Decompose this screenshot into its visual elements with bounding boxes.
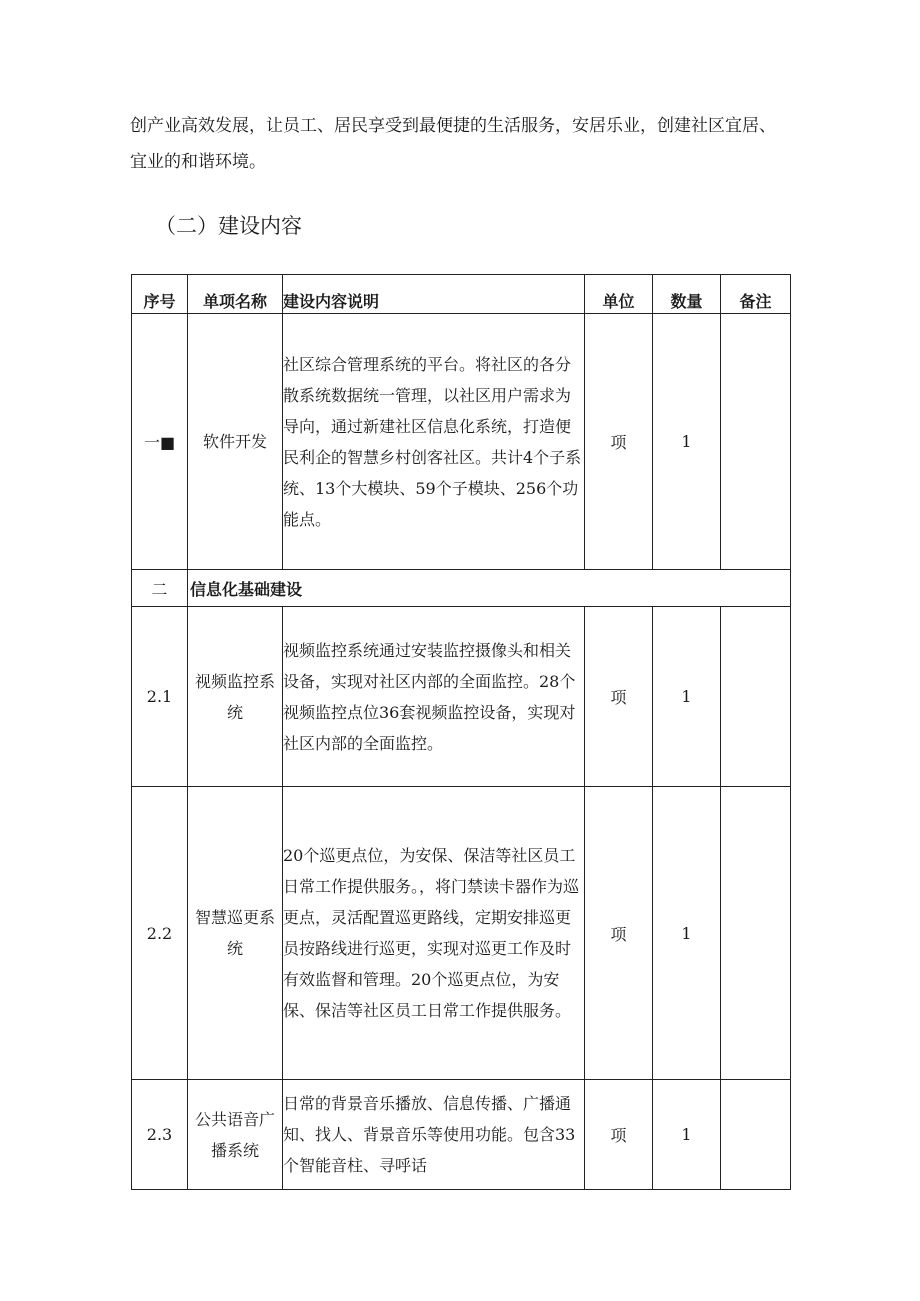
- cell-description: 20个巡更点位，为安保、保洁等社区员工日常工作提供服务。，将门禁读卡器作为巡更点，灵活配置巡更路线，定期安排巡更员按路线进行巡更，实现对巡更工作及时有效监督和管理。20个巡更点位，为安保、保洁等社区员工日常工作提供服务。: [283, 787, 585, 1080]
- cell-note: [721, 607, 791, 787]
- cell-note: [721, 787, 791, 1080]
- cell-seq: 2.1: [132, 607, 188, 787]
- table-section-row: [132, 570, 791, 607]
- section-heading: （二）建设内容: [155, 214, 302, 238]
- cell-description: 日常的背景音乐播放、信息传播、广播通知、找人、背景音乐等使用功能。包含33个智能音柱、寻呼话: [283, 1080, 585, 1190]
- cell-section-seq: 二: [132, 570, 188, 607]
- header-unit: 单位: [585, 275, 653, 314]
- construction-content-table: [131, 274, 791, 1190]
- cell-seq: 一■: [132, 314, 188, 570]
- cell-quantity: 1: [653, 314, 721, 570]
- table-row: [132, 1080, 791, 1190]
- header-description: 建设内容说明: [283, 275, 585, 314]
- cell-note: [721, 1080, 791, 1190]
- table-row: [132, 314, 791, 570]
- cell-item-name: 视频监控系统: [188, 607, 283, 787]
- header-item-name: 单项名称: [188, 275, 283, 314]
- cell-unit: 项: [585, 1080, 653, 1190]
- cell-item-name: 软件开发: [188, 314, 283, 570]
- header-note: 备注: [721, 275, 791, 314]
- cell-seq: 2.3: [132, 1080, 188, 1190]
- cell-section-title: 信息化基础建设: [188, 570, 791, 607]
- header-quantity: 数量: [653, 275, 721, 314]
- table-header-row: [132, 275, 791, 314]
- cell-quantity: 1: [653, 607, 721, 787]
- cell-unit: 项: [585, 787, 653, 1080]
- cell-seq: 2.2: [132, 787, 188, 1080]
- intro-paragraph-line-2: 宜业的和谐环境。: [130, 152, 266, 172]
- intro-paragraph-line-1: 创产业高效发展，让员工、居民享受到最便捷的生活服务，安居乐业，创建社区宜居、: [130, 116, 776, 136]
- cell-description: 视频监控系统通过安装监控摄像头和相关设备，实现对社区内部的全面监控。28个视频监控点位36套视频监控设备，实现对社区内部的全面监控。: [283, 607, 585, 787]
- cell-unit: 项: [585, 314, 653, 570]
- cell-quantity: 1: [653, 787, 721, 1080]
- table-row: [132, 607, 791, 787]
- table-row: [132, 787, 791, 1080]
- cell-item-name: 公共语音广播系统: [188, 1080, 283, 1190]
- cell-note: [721, 314, 791, 570]
- cell-quantity: 1: [653, 1080, 721, 1190]
- cell-unit: 项: [585, 607, 653, 787]
- cell-description: 社区综合管理系统的平台。将社区的各分散系统数据统一管理，以社区用户需求为导向，通过新建社区信息化系统，打造便民利企的智慧乡村创客社区。共计4个子系统、13个大模块、59个子模块、256个功能点。: [283, 314, 585, 570]
- header-seq: 序号: [132, 275, 188, 314]
- cell-item-name: 智慧巡更系统: [188, 787, 283, 1080]
